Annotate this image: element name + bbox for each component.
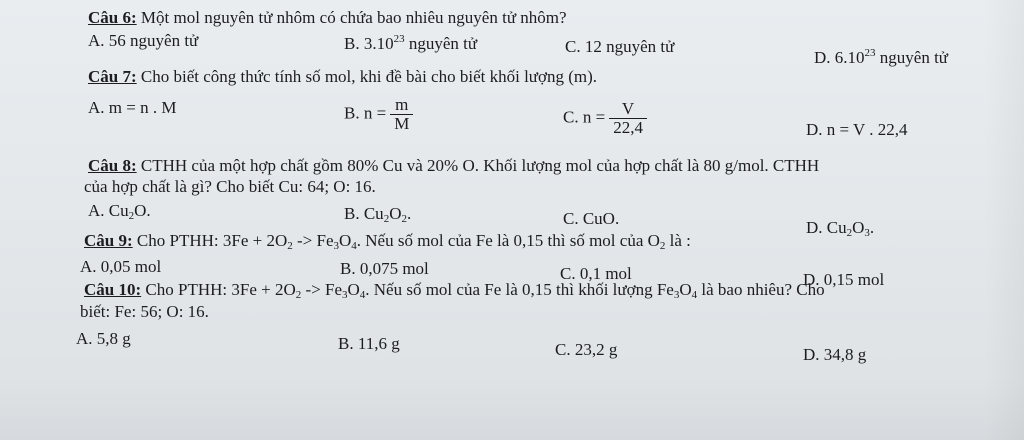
q8-option-b-suffix: .: [406, 204, 412, 223]
question-7-stem: [88, 67, 597, 87]
q8-option-d-oxygen: O: [852, 218, 865, 237]
question-10-text-5: O: [679, 280, 692, 299]
q10-option-c: C. 23,2 g: [555, 340, 618, 359]
question-10-stem-line2: biết: Fe: 56; O: 16.: [80, 302, 209, 321]
q10-option-a: A. 5,8 g: [76, 329, 131, 348]
question-7-label: Câu 7:: [88, 67, 137, 86]
q8-option-b-subscript-1: 2: [383, 213, 390, 225]
q6-option-d-suffix: nguyên tử: [875, 48, 949, 67]
paper-edge-shade: [984, 0, 1024, 440]
question-10-sub-5: 4: [691, 289, 698, 301]
q6-option-d-prefix: D. 6.10: [814, 48, 865, 67]
q7-option-c-numerator: V: [621, 99, 635, 118]
q6-option-b: [344, 34, 477, 54]
q8-option-b: [344, 204, 411, 224]
q7-option-b-numerator: m: [395, 95, 409, 114]
q8-option-a-prefix: A. Cu: [88, 201, 129, 220]
question-6-label: Câu 6:: [88, 8, 137, 27]
question-8-label: Câu 8:: [88, 156, 137, 175]
question-9-text-2: -> Fe: [292, 231, 334, 250]
q7-option-b: [344, 96, 413, 133]
question-10-text-6: là bao nhiêu? Cho: [697, 280, 825, 299]
question-10-sub-1: 2: [295, 289, 302, 301]
q7-option-c-fraction: [609, 100, 647, 137]
question-10-sub-3: 4: [359, 289, 366, 301]
question-10-text-2: -> Fe: [301, 280, 342, 299]
q7-option-d: D. n = V . 22,4: [806, 120, 908, 139]
question-9-text-5: là :: [665, 231, 691, 250]
q10-option-b: B. 11,6 g: [338, 334, 400, 353]
question-9-text-3: O: [338, 231, 352, 250]
question-9-sub-4: 2: [659, 240, 666, 252]
q7-option-c-denominator: 22,4: [609, 118, 647, 137]
q6-option-d: [814, 48, 948, 68]
question-6-text: Một mol nguyên tử nhôm có chứa bao nhiêu nguyên tử nhôm?: [136, 8, 567, 27]
q9-option-a: A. 0,05 mol: [80, 257, 162, 276]
q8-option-d-prefix: D. Cu: [806, 218, 847, 237]
q8-option-a-subscript: 2: [128, 210, 135, 222]
q6-option-a: A. 56 nguyên tử: [88, 31, 199, 50]
q8-option-c: C. CuO.: [563, 209, 620, 228]
question-8-stem-line1: [88, 156, 819, 176]
question-10-sub-2: 3: [341, 289, 348, 301]
q8-option-d-subscript-1: 2: [846, 227, 853, 239]
q7-option-b-denominator: M: [390, 114, 413, 133]
q6-option-d-exponent: 23: [864, 47, 876, 59]
q8-option-b-subscript-2: 2: [401, 213, 407, 225]
question-9-stem: [84, 231, 691, 251]
question-7-text: Cho biết công thức tính số mol, khi đề bài cho biết khối lượng (m).: [136, 67, 598, 86]
question-10-text-4: . Nếu số mol của Fe là 0,15 thì khối lượng Fe: [365, 280, 674, 299]
q7-option-c: [563, 100, 647, 137]
q8-option-a: [88, 201, 151, 221]
question-9-sub-1: 2: [287, 240, 293, 252]
paper-shadow: [0, 380, 1024, 440]
question-10-stem-line1: [84, 280, 825, 300]
q6-option-b-suffix: nguyên tử: [404, 34, 478, 53]
q6-option-b-exponent: 23: [393, 33, 405, 45]
q8-option-d-subscript-2: 3: [864, 227, 870, 239]
q9-option-c: C. 0,1 mol: [560, 264, 632, 283]
question-10-text-3: O: [347, 280, 360, 299]
question-9-text-1: Cho PTHH: 3Fe + 2O: [132, 231, 288, 250]
question-8-stem-line2: của hợp chất là gì? Cho biết Cu: 64; O: 16.: [84, 177, 376, 196]
q7-option-a: A. m = n . M: [88, 98, 177, 117]
question-8-text: CTHH của một hợp chất gồm 80% Cu và 20% O. Khối lượng mol của hợp chất là 80 g/mol. CTHH: [136, 156, 820, 175]
q7-option-b-fraction: [390, 96, 413, 133]
question-6-stem: [88, 8, 567, 28]
q8-option-d-suffix: .: [869, 218, 875, 237]
question-9-text-4: . Nếu số mol của Fe là 0,15 thì số mol của O: [356, 231, 660, 250]
q8-option-a-suffix: O.: [134, 201, 151, 220]
question-9-sub-3: 4: [351, 240, 357, 252]
q8-option-b-oxygen: O: [389, 204, 402, 223]
question-10-label: Câu 10:: [84, 280, 142, 299]
q6-option-b-prefix: B. 3.10: [344, 34, 394, 53]
q8-option-d: [806, 218, 874, 238]
q9-option-d: D. 0,15 mol: [803, 270, 885, 289]
q7-option-b-prefix: B. n =: [344, 103, 387, 123]
q6-option-c: C. 12 nguyên tử: [565, 37, 675, 56]
q9-option-b: B. 0,075 mol: [340, 259, 429, 278]
question-9-label: Câu 9:: [84, 231, 133, 250]
question-9-sub-2: 3: [333, 240, 339, 252]
q7-option-c-prefix: C. n =: [563, 107, 606, 127]
question-10-sub-4: 3: [673, 289, 680, 301]
question-10-text-1: Cho PTHH: 3Fe + 2O: [141, 280, 296, 299]
q8-option-b-prefix: B. Cu: [344, 204, 384, 223]
q10-option-d: D. 34,8 g: [803, 345, 867, 364]
